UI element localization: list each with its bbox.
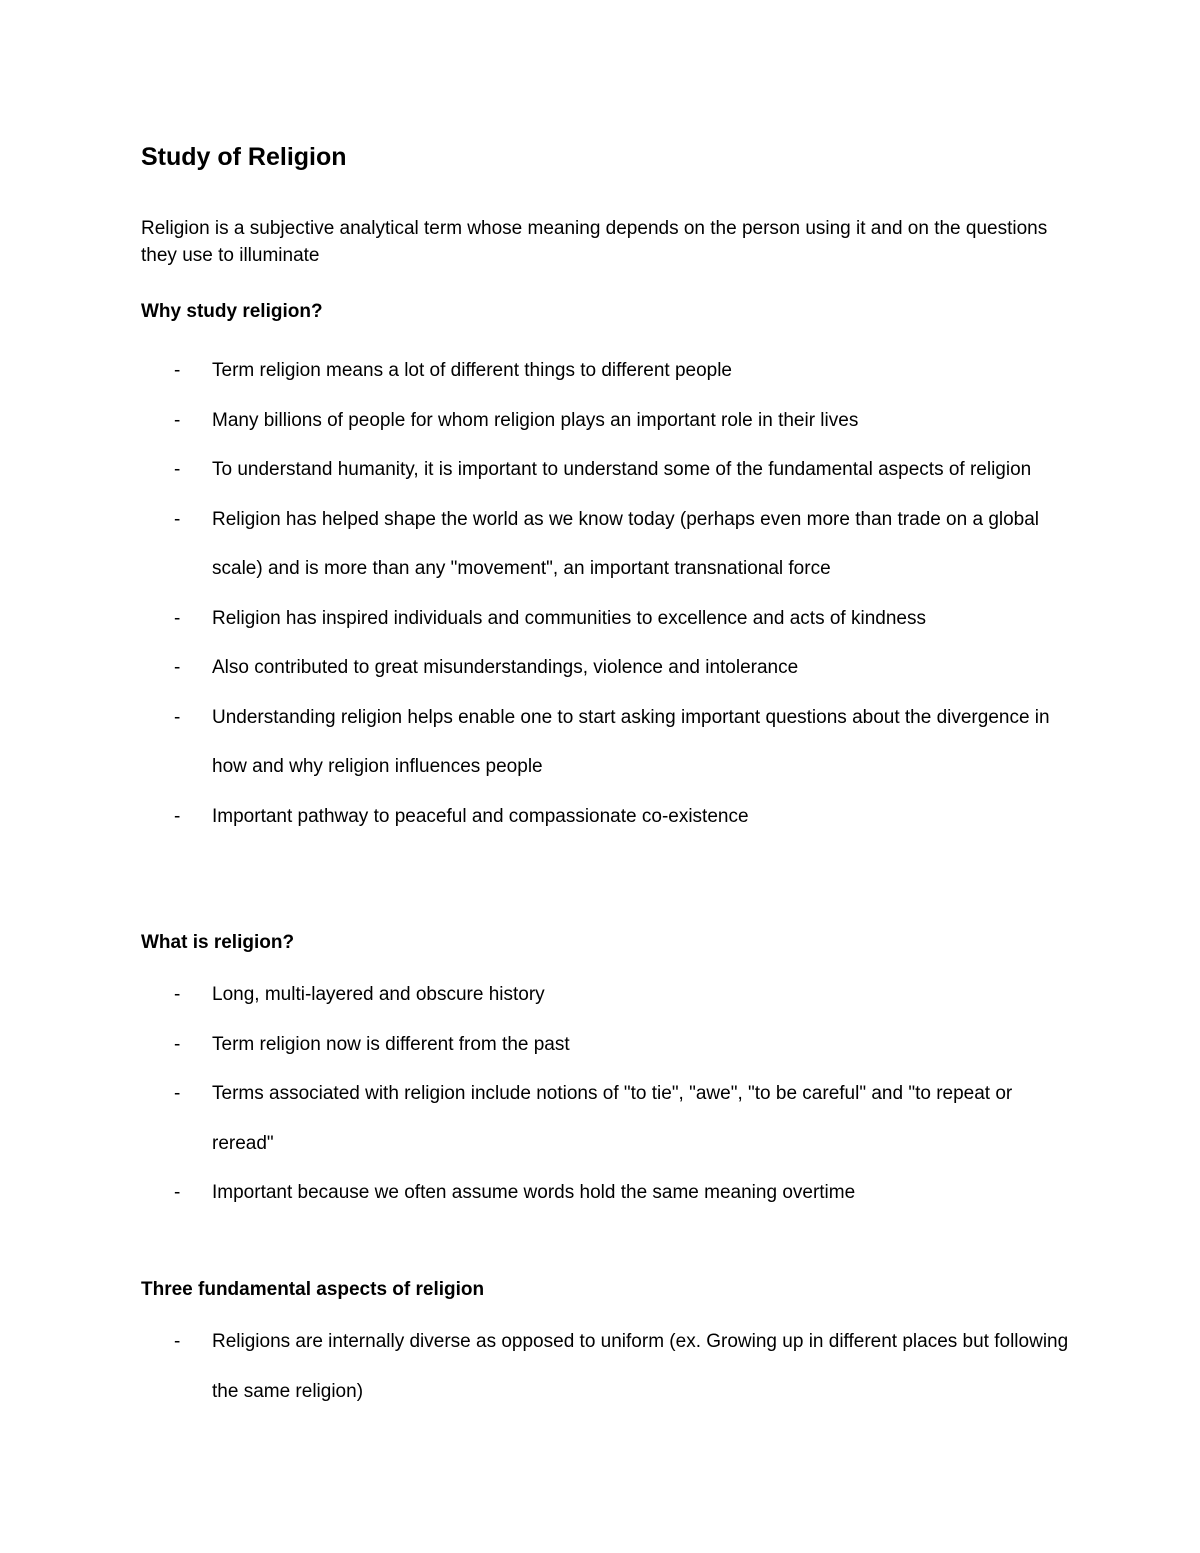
list-item-text: Important because we often assume words hold the same meaning overtime bbox=[212, 1182, 856, 1203]
list-item-text: Many billions of people for whom religion plays an important role in their lives bbox=[212, 409, 859, 431]
three-aspects-list bbox=[172, 1317, 1072, 1416]
bullet-dash: - bbox=[174, 1033, 181, 1055]
what-is-list bbox=[172, 970, 1072, 1218]
list-item bbox=[172, 445, 1072, 495]
list-item-text: Understanding religion helps enable one to start asking important questions about the divergence in how and why religion influences people bbox=[212, 706, 1050, 777]
list-item bbox=[172, 693, 1072, 792]
list-item bbox=[172, 495, 1072, 594]
list-item bbox=[172, 792, 1072, 842]
why-study-list bbox=[172, 346, 1072, 841]
list-item-text: Important pathway to peaceful and compassionate co-existence bbox=[212, 805, 749, 827]
bullet-dash: - bbox=[174, 360, 181, 381]
bullet-dash: - bbox=[174, 1331, 181, 1352]
list-item-text: Religion has helped shape the world as we know today (perhaps even more than trade on a global scale) and is more than any "movement", an important transnational force bbox=[212, 508, 1040, 579]
list-item bbox=[172, 396, 1072, 446]
list-item-text: Term religion now is different from the past bbox=[212, 1033, 570, 1055]
list-item bbox=[172, 970, 1072, 1020]
list-item bbox=[172, 594, 1072, 644]
bullet-dash: - bbox=[174, 706, 181, 728]
list-item-text: Term religion means a lot of different things to different people bbox=[212, 360, 732, 381]
list-item-text: Terms associated with religion include notions of "to tie", "awe", "to be careful" and "to repeat or reread" bbox=[212, 1083, 1013, 1154]
section-heading-three-aspects: Three fundamental aspects of religion bbox=[141, 1279, 485, 1300]
bullet-dash: - bbox=[174, 459, 181, 480]
bullet-dash: - bbox=[174, 1083, 181, 1104]
bullet-dash: - bbox=[174, 657, 181, 678]
bullet-dash: - bbox=[174, 409, 181, 431]
bullet-dash: - bbox=[174, 1182, 181, 1203]
list-item bbox=[172, 1069, 1072, 1168]
section-heading-why-study: Why study religion? bbox=[141, 301, 323, 322]
list-item bbox=[172, 1317, 1072, 1416]
list-item bbox=[172, 1020, 1072, 1070]
intro-paragraph: Religion is a subjective analytical term whose meaning depends on the person using it and on the questions they use to illuminate bbox=[141, 218, 1048, 266]
page-title: Study of Religion bbox=[141, 143, 347, 171]
list-item-text: Long, multi-layered and obscure history bbox=[212, 984, 545, 1005]
bullet-dash: - bbox=[174, 508, 181, 530]
list-item-text: Also contributed to great misunderstandings, violence and intolerance bbox=[212, 657, 799, 678]
list-item-text: To understand humanity, it is important to understand some of the fundamental aspects of religion bbox=[212, 459, 1032, 480]
list-item-text: Religions are internally diverse as opposed to uniform (ex. Growing up in different places but following the same religion) bbox=[212, 1331, 1069, 1402]
bullet-dash: - bbox=[174, 984, 181, 1005]
section-heading-what-is: What is religion? bbox=[141, 932, 295, 953]
list-item bbox=[172, 346, 1072, 396]
bullet-dash: - bbox=[174, 805, 181, 827]
bullet-dash: - bbox=[174, 607, 181, 629]
list-item-text: Religion has inspired individuals and communities to excellence and acts of kindness bbox=[212, 607, 926, 629]
list-item bbox=[172, 643, 1072, 693]
list-item bbox=[172, 1168, 1072, 1218]
